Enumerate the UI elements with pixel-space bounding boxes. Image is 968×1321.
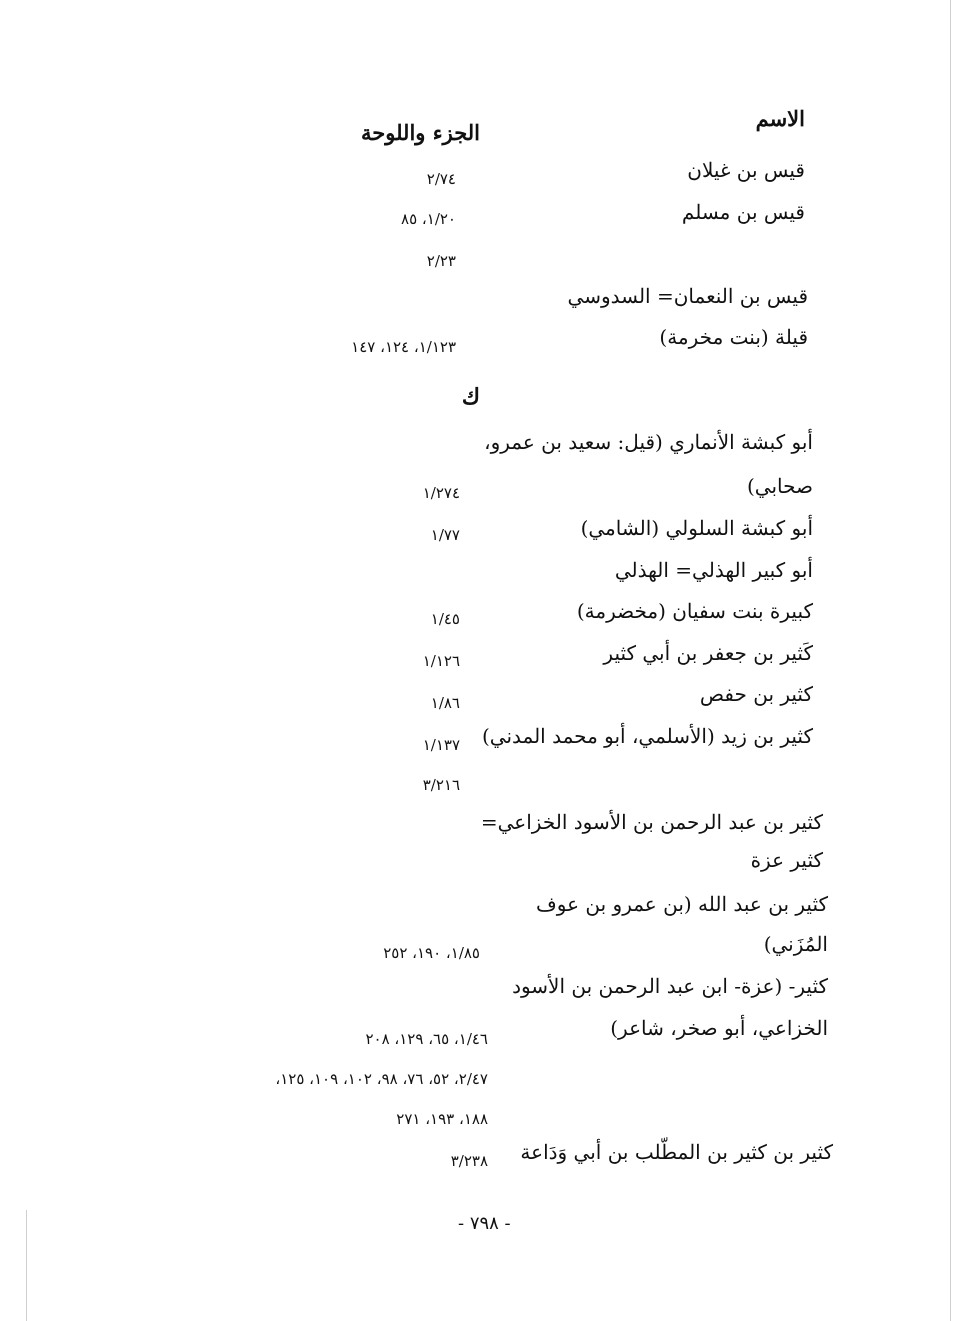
entry-ref: ٢/٤٧، ٥٢، ٧٦، ٩٨، ١٠٢، ١٠٩، ١٢٥، [275,1070,488,1088]
entry-ref: ١/٤٦، ٦٥، ١٢٩، ٢٠٨ [365,1030,488,1048]
entry-name: كبيرة بنت سفيان (مخضرمة) [576,599,813,623]
entry-name: أبو كبير الهذلي= الهذلي [614,558,813,582]
entry-ref: ١/١٢٣، ١٢٤، ١٤٧ [351,338,456,356]
entry-name: قيلة (بنت مخرمة) [659,325,808,349]
entry-ref: ٢/٧٤ [426,170,456,188]
entry-name: أبو كبشة السلولي (الشامي) [580,516,813,540]
name-column-header: الاسم [755,106,805,131]
section-letter: ك [461,384,480,410]
entry-name: كثير بن عبد الله (بن عمرو بن عوف [536,892,828,916]
entry-name: كثير- (عزة- ابن عبد الرحمن بن الأسود [512,974,828,998]
entry-ref: ١/٤٥ [430,610,460,628]
entry-name: كثير بن حفص [699,682,813,706]
entry-name: أبو كبشة الأنماري (قيل: سعيد بن عمرو، [484,430,813,454]
entry-ref: ١/٨٦ [430,694,460,712]
entry-ref: ١/٢٠، ٨٥ [401,210,456,228]
entry-name: كثير عزة [750,848,823,872]
entry-name: قيس بن النعمان= السدوسي [567,284,808,308]
entry-name: المُزَني) [763,932,828,956]
entry-name: كثير بن زيد (الأسلمي، أبو محمد المدني) [481,724,813,748]
entry-ref: ١/٨٥، ١٩٠، ٢٥٢ [383,944,480,962]
entry-ref: ٢/٢٣ [426,252,456,270]
entry-name: الخزاعي، أبو صخر، شاعر) [610,1016,828,1040]
entry-ref: ١/٧٧ [430,526,460,544]
ref-column-header: الجزء واللوحة [361,120,480,145]
entry-ref: ٣/٢٣٨ [450,1152,488,1170]
entry-name: قيس بن غيلان [687,158,805,182]
entry-ref: ١/١٢٦ [422,652,460,670]
entry-ref: ١/١٣٧ [422,736,460,754]
entry-name: كثير بن كثير بن المطّلب بن أبي وَدَاعة [520,1140,833,1164]
entry-ref: ١٨٨، ١٩٣، ٢٧١ [396,1110,488,1128]
page-edge-line [950,0,951,1321]
entry-name: كثير بن عبد الرحمن بن الأسود الخزاعي= [480,810,823,834]
entry-name: صحابي) [746,474,813,498]
page-edge-line [26,1210,27,1321]
page-number: - ٧٩٨ - [458,1213,511,1234]
entry-name: قيس بن مسلم [681,200,805,224]
entry-ref: ١/٢٧٤ [422,484,460,502]
entry-name: كَثير بن جعفر بن أبي كثير [603,641,813,665]
entry-ref: ٣/٢١٦ [422,776,460,794]
